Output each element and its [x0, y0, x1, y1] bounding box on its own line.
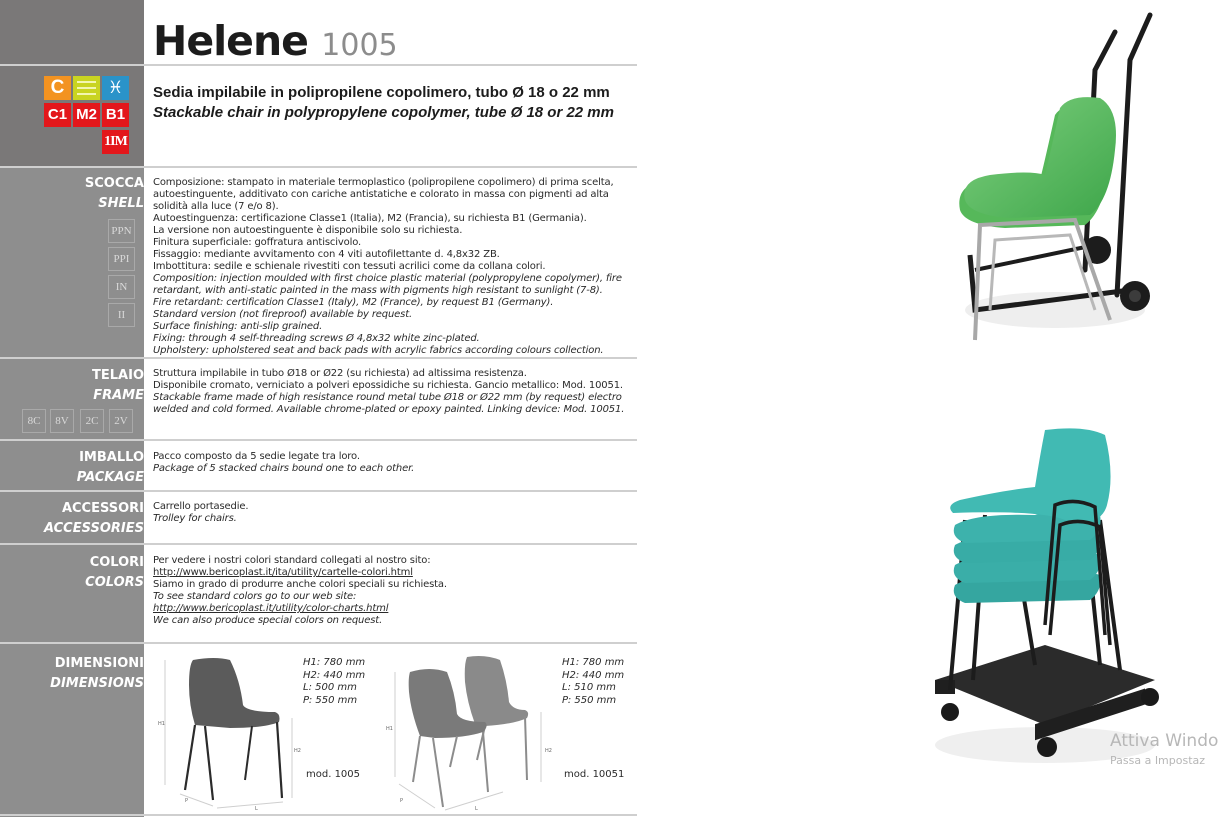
chip-ppi: PPI	[108, 247, 135, 271]
label-en: PACKAGE	[76, 470, 144, 485]
text-line: Finitura superficiale: goffratura antiscivolo.	[153, 237, 362, 248]
colors-description	[153, 555, 633, 627]
subtitle-en: Stackable chair in polypropylene copolymer, tube Ø 18 or 22 mm	[153, 104, 614, 121]
divider	[0, 490, 637, 492]
chip-8v: 8V	[50, 409, 74, 433]
text-line: Autoestinguenza: certificazione Classe1 (Italia), M2 (Francia), su richiesta B1 (Germania).	[153, 213, 587, 224]
chip-in: IN	[108, 275, 135, 299]
h1-axis-label: H1	[158, 721, 165, 727]
windows-activation-watermark	[1110, 731, 1218, 767]
spec-h1: H1: 780 mm	[562, 657, 625, 668]
chip-ii: II	[108, 303, 135, 327]
text-line: To see standard colors go to our web site:	[153, 591, 357, 602]
text-line: Disponibile cromato, verniciato a polveri epossidiche su richiesta. Gancio metallico: Mod. 10051.	[153, 380, 623, 391]
spec-p: P: 550 mm	[562, 694, 617, 706]
section-label-dimensions	[50, 654, 144, 694]
text-line: Stackable frame made of high resistance round metal tube Ø18 or Ø22 mm (by request) electro	[153, 392, 622, 403]
label-en: FRAME	[93, 388, 144, 403]
text-line: Carrello portasedie.	[153, 501, 249, 512]
badge-m2: M2	[73, 103, 100, 127]
chair-1005-diagram	[155, 650, 301, 812]
text-line: Composizione: stampato in materiale termoplastico (polipropilene copolimero) di prima scelta,	[153, 177, 614, 188]
specs-10051	[562, 657, 624, 707]
spec-l: L: 500 mm	[303, 682, 357, 693]
divider	[0, 357, 637, 359]
text-line: Struttura impilabile in tubo Ø18 or Ø22 (su richiesta) ad altissima resistenza.	[153, 368, 527, 379]
specs-1005	[303, 657, 365, 707]
spec-l: L: 510 mm	[562, 682, 616, 693]
section-label-colors	[85, 553, 144, 593]
section-label-shell	[85, 174, 144, 214]
frame-description	[153, 368, 633, 416]
text-line: Surface finishing: anti-slip grained.	[153, 321, 323, 332]
label-en: ACCESSORIES	[43, 521, 144, 536]
text-line: Pacco composto da 5 sedie legate tra loro.	[153, 451, 360, 462]
pisces-icon: ♓︎	[102, 76, 129, 100]
green-chairs-trolley-photo	[945, 10, 1165, 345]
label-it: COLORI	[89, 555, 144, 570]
divider	[0, 543, 637, 545]
badge-b1: B1	[102, 103, 129, 127]
divider	[0, 814, 637, 816]
model-label-1005: mod. 1005	[306, 769, 361, 780]
lines-icon	[73, 76, 100, 100]
product-subtitle	[153, 83, 614, 123]
svg-text:L: L	[255, 806, 258, 812]
text-line: Upholstery: upholstered seat and back pads with acrylic fabrics according colours collection.	[153, 345, 604, 356]
label-it: SCOCCA	[84, 176, 144, 191]
accessories-description	[153, 501, 633, 525]
text-line: Fire retardant: certification Classe1 (Italy), M2 (France), by request B1 (Germany).	[153, 297, 554, 308]
subtitle-it: Sedia impilabile in polipropilene copolimero, tubo Ø 18 o 22 mm	[153, 84, 610, 101]
text-line: solidità alla luce (7 e/o 8).	[153, 201, 279, 212]
text-line: We can also produce special colors on request.	[153, 615, 383, 626]
watermark-line1: Attiva Windo	[1110, 731, 1218, 751]
text-line: welded and cold formed. Available chrome-plated or epoxy painted. Linking device: Mod. 10051.	[153, 404, 625, 415]
svg-text:P: P	[185, 798, 189, 804]
label-it: DIMENSIONI	[54, 656, 144, 671]
product-name: Helene	[153, 17, 308, 65]
spec-h2: H2: 440 mm	[303, 669, 366, 681]
svg-text:H2: H2	[545, 748, 552, 754]
chip-8c: 8C	[22, 409, 46, 433]
page-title	[153, 18, 398, 69]
chair-10051-diagram	[385, 652, 555, 812]
package-description	[153, 451, 633, 475]
label-it: TELAIO	[92, 368, 144, 383]
text-line: La versione non autoestinguente è disponibile solo su richiesta.	[153, 225, 463, 236]
label-it: ACCESSORI	[61, 501, 144, 516]
badge-c1: C1	[44, 103, 71, 127]
text-line: Siamo in grado di produrre anche colori speciali su richiesta.	[153, 579, 447, 590]
text-line: Imbottitura: sedile e schienale rivestiti con tessuti acrilici come da collana colori.	[153, 261, 546, 272]
text-line: autoestinguente, additivato con cariche antistatiche e colorato in massa con pigmenti ad alta	[153, 189, 609, 200]
section-label-accessories	[44, 499, 144, 539]
svg-text:L: L	[475, 806, 478, 812]
divider	[0, 166, 637, 168]
text-line: Fissaggio: mediante avvitamento con 4 viti autofilettante d. 4,8x32 ZB.	[153, 249, 500, 260]
svg-text:H2: H2	[294, 748, 301, 754]
badge-1im: 1IM	[102, 130, 129, 154]
text-line: Package of 5 stacked chairs bound one to each other.	[153, 463, 415, 474]
model-number: 1005	[321, 28, 398, 63]
section-label-package	[77, 448, 144, 488]
text-line: retardant, with anti-static painted in the mass with pigments high resistant to sunlight (7-8).	[153, 285, 603, 296]
text-line: Per vedere i nostri colori standard collegati al nostro sito:	[153, 555, 431, 566]
spec-p: P: 550 mm	[303, 694, 358, 706]
badge-c: C	[44, 76, 71, 100]
model-label-10051: mod. 10051	[564, 769, 625, 780]
label-en: COLORS	[85, 575, 144, 590]
spec-h1: H1: 780 mm	[303, 657, 366, 668]
divider	[0, 642, 637, 644]
divider	[0, 439, 637, 441]
spec-h2: H2: 440 mm	[562, 669, 625, 681]
text-line: Fixing: through 4 self-threading screws Ø 4,8x32 white zinc-plated.	[153, 333, 480, 344]
section-label-frame	[92, 366, 144, 406]
chip-2v: 2V	[109, 409, 133, 433]
chip-2c: 2C	[80, 409, 104, 433]
label-en: DIMENSIONS	[50, 676, 144, 691]
shell-description	[153, 177, 633, 357]
color-chart-link-it[interactable]: http://www.bericoplast.it/ita/utility/cartelle-colori.html	[153, 567, 413, 578]
label-it: IMBALLO	[79, 450, 144, 465]
label-en: SHELL	[98, 196, 144, 211]
svg-text:P: P	[400, 798, 404, 804]
color-chart-link-en[interactable]: http://www.bericoplast.it/utility/color-charts.html	[153, 603, 389, 614]
text-line: Trolley for chairs.	[153, 513, 237, 524]
watermark-line2: Passa a Impostaz	[1110, 754, 1206, 767]
text-line: Composition: injection moulded with first choice plastic material (polypropylene copolymer), fire	[153, 273, 622, 284]
svg-text:H1: H1	[386, 726, 393, 732]
chip-ppn: PPN	[108, 219, 135, 243]
text-line: Standard version (not fireproof) available by request.	[153, 309, 413, 320]
teal-chairs-dolly-photo	[925, 425, 1165, 765]
